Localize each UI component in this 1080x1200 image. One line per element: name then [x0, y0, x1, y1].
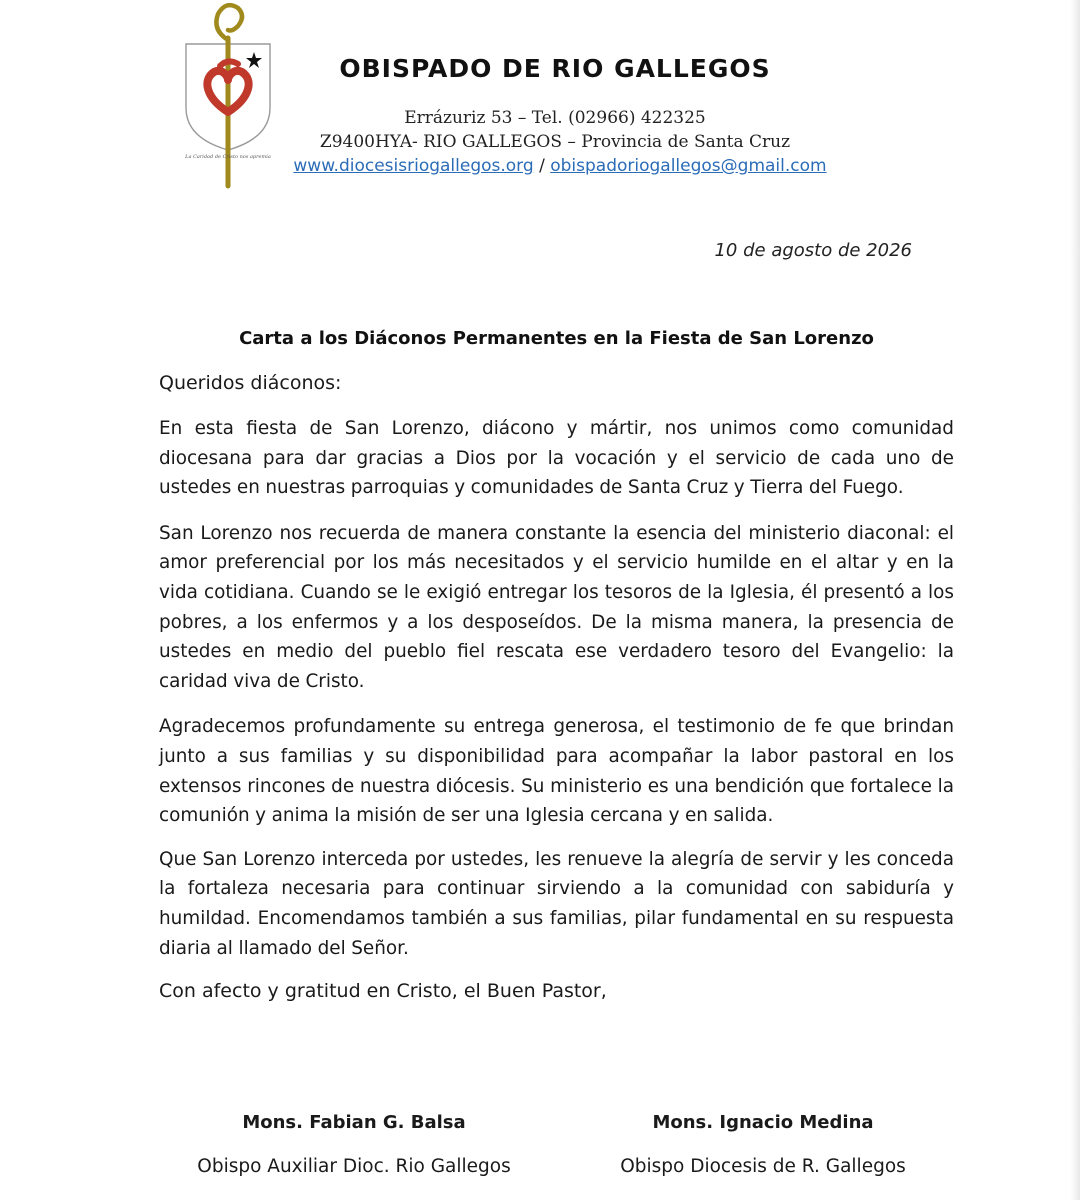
page-edge-shadow [1070, 0, 1080, 1200]
signer-role: Obispo Auxiliar Dioc. Rio Gallegos [197, 1156, 511, 1177]
signature-block-bishop [553, 1112, 973, 1177]
signer-name: Mons. Ignacio Medina [652, 1112, 874, 1133]
signer-name: Mons. Fabian G. Balsa [242, 1112, 466, 1133]
salutation: Queridos diáconos: [159, 372, 342, 394]
address-line-2: Z9400HYA- RIO GALLEGOS – Provincia de Santa Cruz [319, 132, 791, 152]
contact-separator: / [539, 156, 545, 176]
paragraph-1: En esta fiesta de San Lorenzo, diácono y mártir, nos unimos como comunidad diocesana para dar gracias a Dios por la vocación y el servicio de cada uno de ustedes en nuestras parroquias y comunidades de Santa Cruz y Tierra del Fuego. [159, 418, 954, 499]
closing-line: Con afecto y gratitud en Cristo, el Buen Pastor, [159, 980, 607, 1002]
contact-line [270, 156, 850, 176]
address-line-1: Errázuriz 53 – Tel. (02966) 422325 [404, 108, 706, 128]
signature-block-auxiliary-bishop [144, 1112, 564, 1177]
letter-body [159, 414, 954, 979]
website-link[interactable]: www.diocesisriogallegos.org [293, 156, 534, 176]
email-link[interactable]: obispadoriogallegos@gmail.com [550, 156, 827, 176]
letter-title: Carta a los Diáconos Permanentes en la Fiesta de San Lorenzo [239, 328, 874, 349]
signer-role: Obispo Diocesis de R. Gallegos [620, 1156, 906, 1177]
paragraph-2: San Lorenzo nos recuerda de manera constante la esencia del ministerio diaconal: el amor preferencial por los más necesitados y el servicio humilde en el altar y en la vida cotidiana. Cuando se le exigió entregar los tesoros de la Iglesia, él presentó a los pobres, a los enfermos y a los desposeídos. De la misma manera, la presencia de ustedes en medio del pueblo fiel rescata ese verdadero tesoro del Evangelio: la caridad viva de Cristo. [159, 522, 954, 692]
organization-name: OBISPADO DE RIO GALLEGOS [339, 54, 771, 83]
paragraph-4: Que San Lorenzo interceda por ustedes, les renueve la alegría de servir y les conceda la fortaleza necesaria para continuar sirviendo a la comunidad con sabiduría y humildad. Encomendamos también a sus familias, pilar fundamental en su respuesta diaria al llamado del Señor. [159, 848, 954, 959]
logo-motto: La Caridad de Cristo nos apremia [185, 154, 271, 160]
letter-date: 10 de agosto de 2026 [714, 240, 912, 261]
paragraph-3: Agradecemos profundamente su entrega generosa, el testimonio de fe que brindan junto a sus familias y su disponibilidad para acompañar la labor pastoral en los extensos rincones de nuestra diócesis. Su ministerio es una bendición que fortalece la comunión y anima la misión de ser una Iglesia cercana y en salida. [159, 716, 954, 827]
